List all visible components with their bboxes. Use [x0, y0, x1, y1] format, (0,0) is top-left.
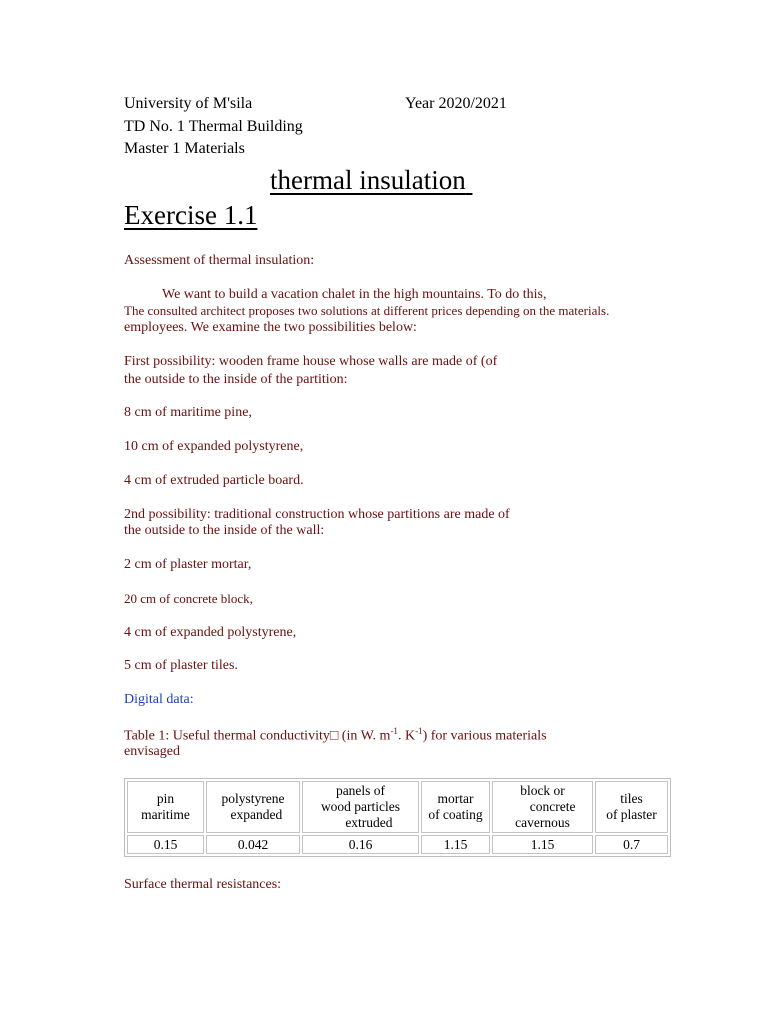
- value-cell-expanded-polystyrene: 0.042: [206, 835, 300, 854]
- first-item-3: 4 cm of extruded particle board.: [124, 473, 304, 488]
- digital-data-heading: Digital data:: [124, 692, 194, 707]
- table-header-row: [127, 781, 668, 833]
- value-cell-plaster-tiles: 0.7: [595, 835, 668, 854]
- table-caption-sup-1: -1: [390, 726, 398, 736]
- academic-year: Year 2020/2021: [405, 95, 507, 112]
- intro-line-3: employees. We examine the two possibilities below:: [124, 320, 417, 335]
- header-cell-maritime-pine: pin maritime: [127, 781, 204, 833]
- second-possibility-line-2: the outside to the inside of the wall:: [124, 523, 325, 538]
- header-cell-expanded-polystyrene: polystyrene expanded: [206, 781, 300, 833]
- second-possibility-line-1: 2nd possibility: traditional construction whose partitions are made of: [124, 507, 510, 522]
- second-item-1: 2 cm of plaster mortar,: [124, 557, 252, 572]
- second-item-3: 4 cm of expanded polystyrene,: [124, 625, 297, 640]
- value-cell-maritime-pine: 0.15: [127, 835, 204, 854]
- table-caption-before: Table 1: Useful thermal conductivity□ (in W. m: [124, 728, 391, 744]
- td-title: TD No. 1 Thermal Building: [124, 118, 303, 135]
- intro-line-1: We want to build a vacation chalet in the high mountains. To do this,: [162, 287, 547, 302]
- assessment-heading: Assessment of thermal insulation:: [124, 253, 315, 268]
- value-cell-coating-mortar: 1.15: [421, 835, 490, 854]
- first-item-2: 10 cm of expanded polystyrene,: [124, 439, 304, 454]
- exercise-heading: Exercise 1.1: [124, 200, 258, 230]
- value-cell-concrete-block: 1.15: [492, 835, 593, 854]
- conductivity-table: [124, 778, 671, 857]
- header-cell-particle-panels: panels of wood particles extruded: [302, 781, 419, 833]
- table-caption-line-2: envisaged: [124, 744, 180, 759]
- surface-resistance-heading: Surface thermal resistances:: [124, 877, 282, 892]
- university-name: University of M'sila: [124, 95, 253, 112]
- header-cell-coating-mortar: mortar of coating: [421, 781, 490, 833]
- intro-line-2: The consulted architect proposes two solutions at different prices depending on the materials.: [124, 303, 610, 318]
- first-possibility-line-2: the outside to the inside of the partition:: [124, 372, 348, 387]
- first-item-1: 8 cm of maritime pine,: [124, 405, 252, 420]
- value-cell-particle-panels: 0.16: [302, 835, 419, 854]
- table-values-row: [127, 835, 668, 854]
- header-cell-concrete-block: block or concrete cavernous: [492, 781, 593, 833]
- second-item-4: 5 cm of plaster tiles.: [124, 658, 238, 673]
- table-caption-middle: . K: [397, 728, 416, 744]
- header-cell-plaster-tiles: tiles of plaster: [595, 781, 668, 833]
- table-caption-after: ) for various materials: [422, 728, 547, 744]
- table-caption-sup-2: -1: [415, 726, 423, 736]
- second-item-2: 20 cm of concrete block,: [124, 591, 253, 606]
- master-label: Master 1 Materials: [124, 140, 245, 157]
- document-title-text: thermal insulation: [270, 165, 466, 195]
- table-caption: [124, 726, 547, 745]
- first-possibility-line-1: First possibility: wooden frame house whose walls are made of (of: [124, 354, 498, 369]
- document-title: [270, 165, 472, 196]
